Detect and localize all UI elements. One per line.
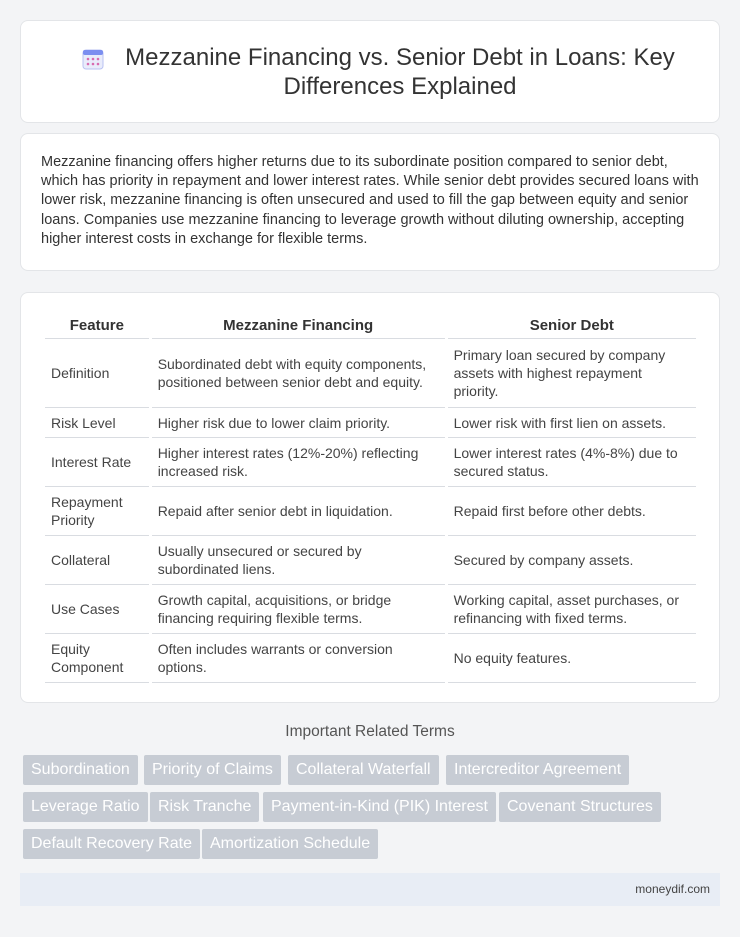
senior-cell: Working capital, asset purchases, or refinancing with fixed terms. — [448, 585, 696, 634]
comparison-table-card — [20, 292, 720, 703]
senior-cell: No equity features. — [448, 634, 696, 683]
mezzanine-cell: Higher interest rates (12%-20%) reflecting increased risk. — [152, 438, 445, 487]
tag-intercreditor-agreement[interactable]: Intercreditor Agreement — [446, 755, 629, 785]
page-title: Mezzanine Financing vs. Senior Debt in Loans: Key Differences Explained — [125, 44, 675, 100]
header-feature: Feature — [45, 313, 149, 339]
feature-cell: Repayment Priority — [45, 487, 149, 536]
feature-cell: Interest Rate — [45, 438, 149, 487]
table-row — [45, 438, 696, 487]
table-row — [45, 536, 696, 585]
table-row — [45, 339, 696, 408]
tag-covenant-structures[interactable]: Covenant Structures — [499, 792, 661, 822]
tag-subordination[interactable]: Subordination — [23, 755, 138, 785]
footer-site[interactable]: moneydif.com — [635, 882, 710, 896]
tag-default-recovery-rate[interactable]: Default Recovery Rate — [23, 829, 200, 859]
feature-cell: Use Cases — [45, 585, 149, 634]
table-row — [45, 408, 696, 438]
table-row — [45, 585, 696, 634]
table-row — [45, 634, 696, 683]
tag-amortization-schedule[interactable]: Amortization Schedule — [202, 829, 378, 859]
tag-pik-interest[interactable]: Payment-in-Kind (PIK) Interest — [263, 792, 496, 822]
mezzanine-cell: Usually unsecured or secured by subordinated liens. — [152, 536, 445, 585]
related-terms-title: Important Related Terms — [285, 723, 455, 740]
tag-collateral-waterfall[interactable]: Collateral Waterfall — [288, 755, 439, 785]
feature-cell: Definition — [45, 339, 149, 408]
intro-card — [20, 133, 720, 271]
mezzanine-cell: Higher risk due to lower claim priority. — [152, 408, 445, 438]
feature-cell: Equity Component — [45, 634, 149, 683]
senior-cell: Repaid first before other debts. — [448, 487, 696, 536]
footer — [20, 873, 720, 906]
senior-cell: Primary loan secured by company assets with highest repayment priority. — [448, 339, 696, 408]
header-card — [20, 20, 720, 123]
senior-cell: Secured by company assets. — [448, 536, 696, 585]
table-row — [45, 487, 696, 536]
tag-leverage-ratio[interactable]: Leverage Ratio — [23, 792, 148, 822]
tag-risk-tranche[interactable]: Risk Tranche — [150, 792, 259, 822]
senior-cell: Lower interest rates (4%-8%) due to secured status. — [448, 438, 696, 487]
table-header-row — [45, 313, 696, 339]
feature-cell: Risk Level — [45, 408, 149, 438]
tag-priority-of-claims[interactable]: Priority of Claims — [144, 755, 281, 785]
senior-cell: Lower risk with first lien on assets. — [448, 408, 696, 438]
mezzanine-cell: Often includes warrants or conversion options. — [152, 634, 445, 683]
feature-cell: Collateral — [45, 536, 149, 585]
mezzanine-cell: Growth capital, acquisitions, or bridge financing requiring flexible terms. — [152, 585, 445, 634]
comparison-table — [42, 313, 699, 683]
mezzanine-cell: Subordinated debt with equity components, positioned between senior debt and equity. — [152, 339, 445, 408]
header-senior: Senior Debt — [448, 313, 696, 339]
intro-paragraph: Mezzanine financing offers higher returns due to its subordinate position compared to senior debt, which has priority in repayment and lower interest rates. While senior debt provides secured loans with lower risk, mezzanine financing is often unsecured and used to fill the gap between equity and senior loans. Companies use mezzanine financing to leverage growth without diluting ownership, accepting higher interest costs in exchange for flexible terms. — [41, 154, 699, 247]
header-mezzanine: Mezzanine Financing — [152, 313, 445, 339]
mezzanine-cell: Repaid after senior debt in liquidation. — [152, 487, 445, 536]
